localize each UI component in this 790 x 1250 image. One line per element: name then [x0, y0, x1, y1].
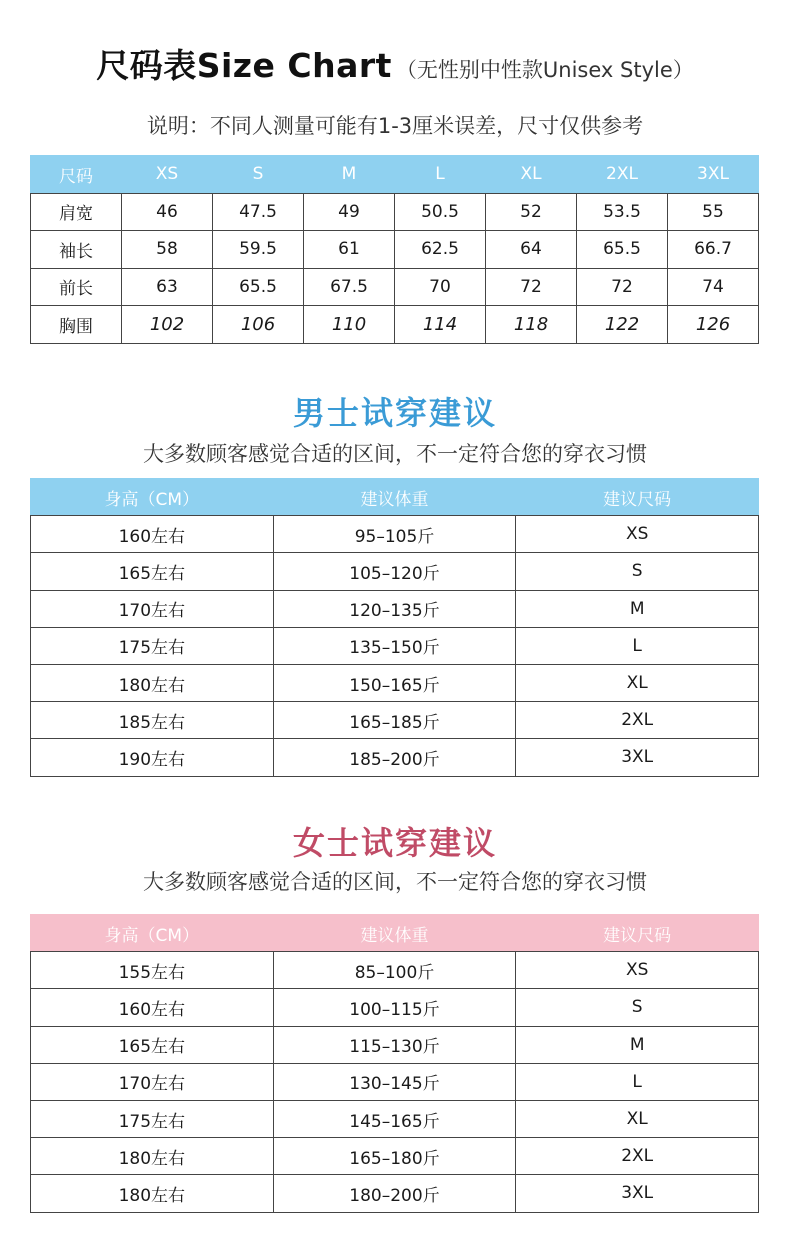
table-cell: M	[516, 1026, 759, 1063]
table-cell: 袖长	[31, 231, 122, 269]
size-chart-header-cell: 2XL	[577, 156, 668, 194]
table-cell: L	[516, 627, 759, 664]
table-cell: 前长	[31, 268, 122, 306]
size-chart-header-cell: 尺码	[31, 156, 122, 194]
table-cell: 3XL	[516, 1175, 759, 1212]
table-cell: 肩宽	[31, 193, 122, 231]
table-cell: XL	[516, 664, 759, 701]
table-cell: 165左右	[31, 553, 274, 590]
table-cell: 52	[486, 193, 577, 231]
table-cell: M	[516, 590, 759, 627]
women-section-description: 大多数顾客感觉合适的区间，不一定符合您的穿衣习惯	[143, 870, 647, 894]
table-cell: 105–120斤	[273, 553, 516, 590]
table-row	[31, 590, 759, 627]
table-cell: 100–115斤	[273, 989, 516, 1026]
table-row	[31, 702, 759, 739]
table-cell: 66.7	[668, 231, 759, 269]
table-cell: 155左右	[31, 952, 274, 989]
table-cell: 175左右	[31, 1100, 274, 1137]
table-cell: 190左右	[31, 739, 274, 776]
table-cell: 胸围	[31, 306, 122, 344]
men-header-row	[31, 479, 759, 516]
table-row	[31, 627, 759, 664]
table-cell: 50.5	[395, 193, 486, 231]
table-cell: 72	[486, 268, 577, 306]
table-cell: XL	[516, 1100, 759, 1137]
table-cell: 70	[395, 268, 486, 306]
table-cell: 120–135斤	[273, 590, 516, 627]
table-cell: 67.5	[304, 268, 395, 306]
size-chart-header-cell: XL	[486, 156, 577, 194]
size-chart-header-cell: XS	[122, 156, 213, 194]
table-cell: 160左右	[31, 989, 274, 1026]
women-section-title: 女士试穿建议	[292, 824, 497, 862]
table-cell: 102	[122, 306, 213, 344]
table-cell: 165–180斤	[273, 1138, 516, 1175]
table-cell: 65.5	[213, 268, 304, 306]
table-cell: 180左右	[31, 1175, 274, 1212]
women-header-row	[31, 915, 759, 952]
men-section-title: 男士试穿建议	[292, 394, 497, 432]
table-cell: 145–165斤	[273, 1100, 516, 1137]
table-cell: 64	[486, 231, 577, 269]
table-cell: 106	[213, 306, 304, 344]
table-cell: 62.5	[395, 231, 486, 269]
table-cell: 160左右	[31, 516, 274, 553]
table-cell: 185左右	[31, 702, 274, 739]
table-cell: 165左右	[31, 1026, 274, 1063]
page-title-row	[0, 40, 790, 87]
table-row	[31, 989, 759, 1026]
size-chart-header-cell: S	[213, 156, 304, 194]
table-cell: 135–150斤	[273, 627, 516, 664]
table-cell: 170左右	[31, 1063, 274, 1100]
table-cell: L	[516, 1063, 759, 1100]
size-chart-table	[30, 155, 759, 344]
table-cell: 95–105斤	[273, 516, 516, 553]
table-cell: 110	[304, 306, 395, 344]
table-cell: 2XL	[516, 1138, 759, 1175]
table-row	[31, 553, 759, 590]
table-cell: 55	[668, 193, 759, 231]
men-header-cell: 身高（CM）	[31, 479, 274, 516]
table-row	[31, 1063, 759, 1100]
table-cell: 170左右	[31, 590, 274, 627]
size-chart-header-row	[31, 156, 759, 194]
table-row	[31, 268, 759, 306]
table-row	[31, 306, 759, 344]
men-header-cell: 建议尺码	[516, 479, 759, 516]
table-cell: 61	[304, 231, 395, 269]
page-subtitle: （无性别中性款Unisex Style）	[395, 58, 694, 82]
table-cell: 47.5	[213, 193, 304, 231]
table-cell: 65.5	[577, 231, 668, 269]
table-row	[31, 1026, 759, 1063]
table-cell: 85–100斤	[273, 952, 516, 989]
table-cell: 130–145斤	[273, 1063, 516, 1100]
size-chart-header-cell: L	[395, 156, 486, 194]
table-cell: 46	[122, 193, 213, 231]
table-cell: 185–200斤	[273, 739, 516, 776]
table-cell: 49	[304, 193, 395, 231]
table-row	[31, 1175, 759, 1212]
table-cell: 122	[577, 306, 668, 344]
table-cell: 175左右	[31, 627, 274, 664]
table-row	[31, 952, 759, 989]
table-row	[31, 231, 759, 269]
table-cell: 115–130斤	[273, 1026, 516, 1063]
table-cell: S	[516, 553, 759, 590]
page-title: 尺码表Size Chart	[96, 46, 392, 85]
table-cell: 126	[668, 306, 759, 344]
table-cell: 180左右	[31, 664, 274, 701]
men-section-description: 大多数顾客感觉合适的区间，不一定符合您的穿衣习惯	[143, 442, 647, 466]
table-cell: 150–165斤	[273, 664, 516, 701]
size-chart-header-cell: M	[304, 156, 395, 194]
table-cell: 58	[122, 231, 213, 269]
table-cell: S	[516, 989, 759, 1026]
women-header-cell: 身高（CM）	[31, 915, 274, 952]
size-chart-header-cell: 3XL	[668, 156, 759, 194]
measurement-note: 说明：不同人测量可能有1-3厘米误差，尺寸仅供参考	[146, 114, 644, 138]
women-header-cell: 建议体重	[273, 915, 516, 952]
table-row	[31, 664, 759, 701]
table-row	[31, 1138, 759, 1175]
women-fit-table	[30, 914, 759, 1213]
table-row	[31, 1100, 759, 1137]
table-cell: 2XL	[516, 702, 759, 739]
table-row	[31, 516, 759, 553]
table-cell: 72	[577, 268, 668, 306]
table-cell: XS	[516, 516, 759, 553]
table-cell: 53.5	[577, 193, 668, 231]
table-row	[31, 193, 759, 231]
table-cell: 63	[122, 268, 213, 306]
table-row	[31, 739, 759, 776]
table-cell: 74	[668, 268, 759, 306]
women-header-cell: 建议尺码	[516, 915, 759, 952]
table-cell: 3XL	[516, 739, 759, 776]
men-fit-table	[30, 478, 759, 777]
table-cell: 118	[486, 306, 577, 344]
table-cell: 180–200斤	[273, 1175, 516, 1212]
table-cell: 59.5	[213, 231, 304, 269]
table-cell: 114	[395, 306, 486, 344]
table-cell: 165–185斤	[273, 702, 516, 739]
table-cell: XS	[516, 952, 759, 989]
table-cell: 180左右	[31, 1138, 274, 1175]
men-header-cell: 建议体重	[273, 479, 516, 516]
